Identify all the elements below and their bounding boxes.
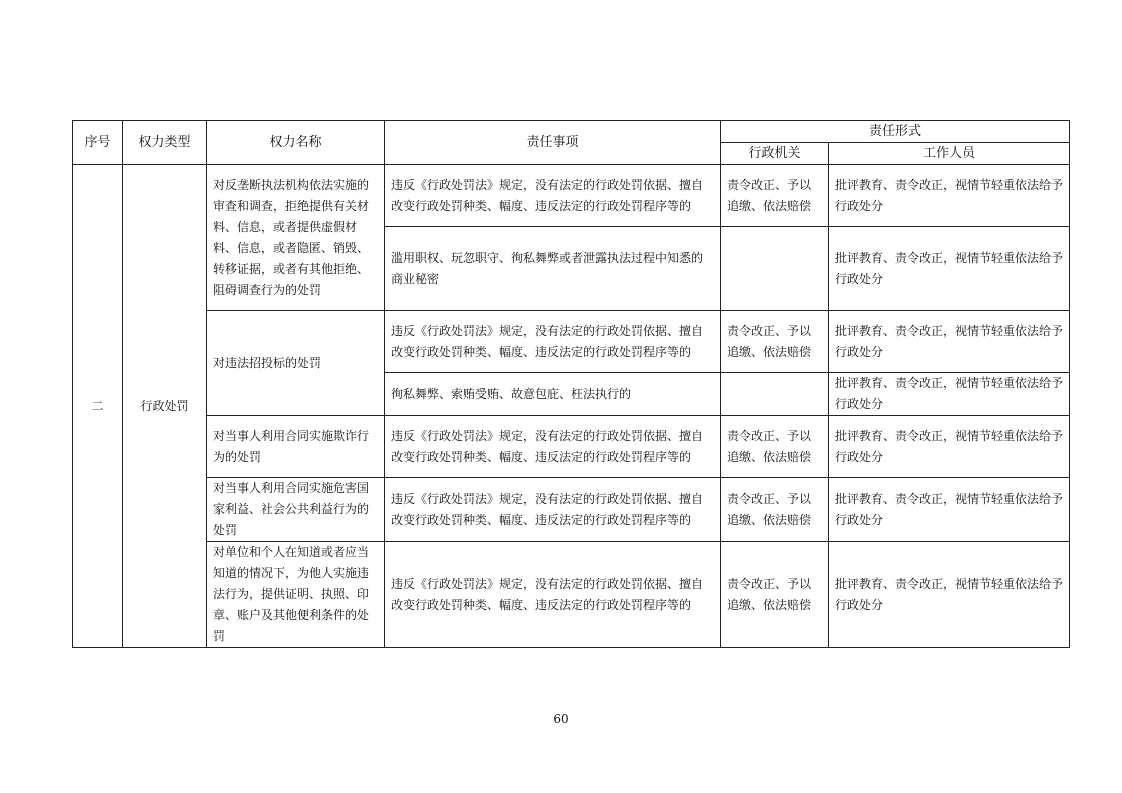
agency-cell [721,227,829,311]
matter-cell: 滥用职权、玩忽职守、徇私舞弊或者泄露执法过程中知悉的商业秘密 [385,227,721,311]
header-matters: 责任事项 [385,121,721,165]
power-name-cell: 对单位和个人在知道或者应当知道的情况下，为他人实施违法行为，提供证明、执照、印章、账户及其他便利条件的处罚 [207,542,385,648]
agency-cell: 责令改正、予以追缴、依法赔偿 [721,478,829,542]
group-type: 行政处罚 [123,165,207,648]
power-name-cell: 对违法招投标的处罚 [207,311,385,416]
matter-cell: 违反《行政处罚法》规定，没有法定的行政处罚依据、擅自改变行政处罚种类、幅度、违反法定的行政处罚程序等的 [385,478,721,542]
matter-cell: 徇私舞弊、索贿受贿、故意包庇、枉法执行的 [385,373,721,416]
staff-cell: 批评教育、责令改正，视情节轻重依法给予行政处分 [829,165,1070,227]
responsibility-table [72,120,1070,648]
header-seq: 序号 [73,121,123,165]
staff-cell: 批评教育、责令改正，视情节轻重依法给予行政处分 [829,311,1070,373]
staff-cell: 批评教育、责令改正，视情节轻重依法给予行政处分 [829,542,1070,648]
table-row [73,165,1070,227]
agency-cell: 责令改正、予以追缴、依法赔偿 [721,311,829,373]
header-power-type: 权力类型 [123,121,207,165]
header-forms: 责任形式 [721,121,1070,143]
matter-cell: 违反《行政处罚法》规定，没有法定的行政处罚依据、擅自改变行政处罚种类、幅度、违反法定的行政处罚程序等的 [385,416,721,478]
matter-cell: 违反《行政处罚法》规定，没有法定的行政处罚依据、擅自改变行政处罚种类、幅度、违反法定的行政处罚程序等的 [385,311,721,373]
power-name-cell: 对当事人利用合同实施危害国家利益、社会公共利益行为的处罚 [207,478,385,542]
staff-cell: 批评教育、责令改正，视情节轻重依法给予行政处分 [829,416,1070,478]
staff-cell: 批评教育、责令改正，视情节轻重依法给予行政处分 [829,373,1070,416]
table-row [73,311,1070,373]
header-power-name: 权力名称 [207,121,385,165]
header-agency: 行政机关 [721,143,829,165]
power-name-cell: 对反垄断执法机构依法实施的审查和调查，拒绝提供有关材料、信息，或者提供虚假材料、信息，或者隐匿、销毁、转移证据，或者有其他拒绝、阻碍调查行为的处罚 [207,165,385,311]
header-staff: 工作人员 [829,143,1070,165]
agency-cell: 责令改正、予以追缴、依法赔偿 [721,542,829,648]
agency-cell: 责令改正、予以追缴、依法赔偿 [721,165,829,227]
power-name-cell: 对当事人利用合同实施欺诈行为的处罚 [207,416,385,478]
matter-cell: 违反《行政处罚法》规定，没有法定的行政处罚依据、擅自改变行政处罚种类、幅度、违反法定的行政处罚程序等的 [385,165,721,227]
table-row [73,478,1070,542]
table-row [73,416,1070,478]
matter-cell: 违反《行政处罚法》规定，没有法定的行政处罚依据、擅自改变行政处罚种类、幅度、违反法定的行政处罚程序等的 [385,542,721,648]
agency-cell [721,373,829,416]
agency-cell: 责令改正、予以追缴、依法赔偿 [721,416,829,478]
staff-cell: 批评教育、责令改正，视情节轻重依法给予行政处分 [829,478,1070,542]
page-number: 60 [553,712,569,726]
table-row [73,542,1070,648]
staff-cell: 批评教育、责令改正，视情节轻重依法给予行政处分 [829,227,1070,311]
group-seq: 二 [73,165,123,648]
